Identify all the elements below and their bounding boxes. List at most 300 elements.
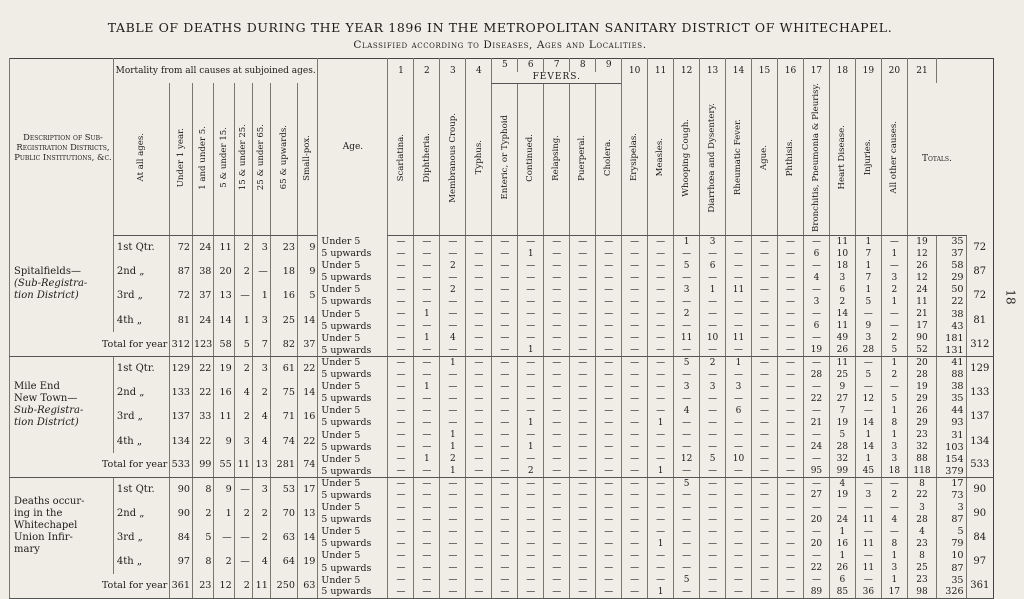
- disease-value: —: [492, 308, 518, 320]
- disease-value: —: [388, 550, 414, 562]
- disease-total: —: [700, 574, 726, 586]
- mortality-value: 22: [192, 429, 213, 453]
- mortality-value: 2: [234, 502, 252, 526]
- disease-total: 1: [881, 574, 907, 586]
- disease-value: —: [414, 526, 440, 538]
- disease-total: 89: [803, 586, 829, 598]
- column-number: 5: [492, 59, 518, 72]
- mortality-total: 250: [270, 574, 297, 598]
- disease-value: —: [803, 260, 829, 272]
- age-label: Under 5: [318, 381, 388, 393]
- disease-total: 19: [803, 344, 829, 356]
- disease-value: —: [881, 260, 907, 272]
- disease-value: —: [596, 514, 622, 526]
- disease-total: —: [700, 586, 726, 598]
- disease-value: —: [596, 477, 622, 489]
- mortality-value: 1: [214, 502, 234, 526]
- disease-total: 10: [726, 453, 752, 465]
- disease-value: —: [622, 405, 648, 417]
- disease-column-header: Relapsing.: [544, 83, 570, 235]
- disease-value: —: [518, 550, 544, 562]
- disease-value: —: [752, 272, 778, 284]
- disease-value: —: [596, 381, 622, 393]
- disease-value: 1: [829, 526, 855, 538]
- disease-value: 1: [518, 417, 544, 429]
- mortality-header: Mortality from all causes at subjoined ages.: [113, 59, 318, 84]
- disease-value: 6: [700, 260, 726, 272]
- disease-value: —: [388, 502, 414, 514]
- disease-value: —: [570, 248, 596, 260]
- age-label: 5 upwards: [318, 320, 388, 332]
- subtotal-value: 44: [937, 405, 966, 417]
- disease-value: —: [544, 308, 570, 320]
- disease-value: —: [544, 356, 570, 368]
- mortality-value: 24: [192, 308, 213, 332]
- disease-total: 2: [881, 332, 907, 344]
- subtotal-value: 3: [937, 502, 966, 514]
- disease-value: —: [492, 526, 518, 538]
- disease-value: —: [570, 393, 596, 405]
- disease-value: —: [596, 368, 622, 380]
- disease-value: 26: [907, 405, 936, 417]
- disease-value: —: [596, 235, 622, 247]
- disease-value: 3: [726, 381, 752, 393]
- table-row: [10, 502, 994, 514]
- disease-value: —: [518, 514, 544, 526]
- disease-total: —: [622, 332, 648, 344]
- mortality-total: 82: [270, 332, 297, 356]
- age-label: 5 upwards: [318, 393, 388, 405]
- subtotal-value: 154: [937, 453, 966, 465]
- disease-value: —: [440, 248, 466, 260]
- disease-value: 1: [881, 296, 907, 308]
- disease-value: —: [752, 284, 778, 296]
- disease-value: —: [388, 296, 414, 308]
- disease-total: —: [648, 332, 674, 344]
- disease-value: —: [777, 320, 803, 332]
- disease-value: 2: [881, 489, 907, 501]
- mortality-value: 22: [297, 356, 317, 380]
- disease-value: 6: [803, 320, 829, 332]
- disease-value: 12: [855, 393, 881, 405]
- disease-total: 1: [855, 453, 881, 465]
- subtotal-value: 103: [937, 441, 966, 453]
- disease-value: —: [777, 429, 803, 441]
- disease-total: —: [466, 586, 492, 598]
- mortality-total: 123: [192, 332, 213, 356]
- quarter-label: 1st Qtr.: [113, 477, 169, 501]
- disease-value: —: [544, 272, 570, 284]
- disease-value: —: [596, 538, 622, 550]
- disease-value: —: [700, 477, 726, 489]
- mortality-total: 312: [170, 332, 193, 356]
- disease-value: —: [726, 526, 752, 538]
- disease-value: —: [596, 272, 622, 284]
- disease-value: —: [388, 248, 414, 260]
- disease-value: 27: [803, 489, 829, 501]
- disease-value: 1: [414, 381, 440, 393]
- age-label: 5 upwards: [318, 514, 388, 526]
- age-label: 5 upwards: [318, 296, 388, 308]
- disease-value: —: [492, 260, 518, 272]
- disease-value: —: [466, 320, 492, 332]
- disease-value: 24: [803, 441, 829, 453]
- disease-value: —: [518, 272, 544, 284]
- disease-value: —: [803, 284, 829, 296]
- disease-value: —: [777, 514, 803, 526]
- disease-value: —: [726, 441, 752, 453]
- disease-value: —: [440, 477, 466, 489]
- disease-value: 19: [829, 489, 855, 501]
- disease-value: 3: [803, 296, 829, 308]
- disease-column-header: Diphtheria.: [414, 83, 440, 235]
- disease-value: 1: [855, 260, 881, 272]
- disease-value: —: [674, 429, 700, 441]
- subtotal-value: 379: [937, 465, 966, 477]
- quarter-label: 1st Qtr.: [113, 235, 169, 259]
- disease-value: —: [414, 296, 440, 308]
- column-number: 17: [803, 59, 829, 84]
- total-row: [10, 332, 994, 344]
- disease-value: —: [777, 526, 803, 538]
- disease-value: 18: [829, 260, 855, 272]
- disease-value: —: [518, 502, 544, 514]
- disease-value: —: [414, 260, 440, 272]
- mortality-value: 2: [234, 405, 252, 429]
- subtotal-value: 181: [937, 332, 966, 344]
- mortality-value: —: [214, 526, 234, 550]
- disease-value: 7: [855, 248, 881, 260]
- age-label: 5 upwards: [318, 538, 388, 550]
- disease-value: 4: [881, 514, 907, 526]
- disease-value: 1: [440, 429, 466, 441]
- disease-value: —: [674, 272, 700, 284]
- table-row: [10, 284, 994, 296]
- mortality-value: 81: [170, 308, 193, 332]
- disease-value: 28: [803, 368, 829, 380]
- disease-value: —: [752, 248, 778, 260]
- row-total: 97: [966, 550, 993, 574]
- disease-total: —: [622, 453, 648, 465]
- disease-value: 1: [518, 248, 544, 260]
- age-label: 5 upwards: [318, 417, 388, 429]
- disease-value: 3: [700, 235, 726, 247]
- disease-value: —: [700, 502, 726, 514]
- disease-value: —: [752, 441, 778, 453]
- mortality-value: 61: [270, 356, 297, 380]
- disease-value: —: [388, 320, 414, 332]
- disease-value: 19: [907, 381, 936, 393]
- disease-total: —: [596, 586, 622, 598]
- disease-value: —: [440, 526, 466, 538]
- disease-value: —: [388, 514, 414, 526]
- disease-value: —: [570, 489, 596, 501]
- disease-value: —: [492, 356, 518, 368]
- disease-value: —: [648, 405, 674, 417]
- disease-value: —: [388, 284, 414, 296]
- disease-value: 6: [803, 248, 829, 260]
- disease-value: —: [726, 320, 752, 332]
- disease-value: 3: [907, 502, 936, 514]
- disease-total: —: [622, 586, 648, 598]
- table-row: [10, 260, 994, 272]
- disease-value: —: [440, 272, 466, 284]
- disease-value: 11: [855, 538, 881, 550]
- disease-value: 11: [726, 284, 752, 296]
- disease-total: 17: [881, 586, 907, 598]
- disease-value: 5: [674, 477, 700, 489]
- disease-value: —: [414, 550, 440, 562]
- disease-value: —: [466, 393, 492, 405]
- disease-total: —: [466, 465, 492, 477]
- disease-value: —: [648, 477, 674, 489]
- disease-value: —: [596, 526, 622, 538]
- disease-value: —: [803, 550, 829, 562]
- disease-value: —: [414, 538, 440, 550]
- mortality-value: —: [234, 284, 252, 308]
- disease-value: —: [466, 368, 492, 380]
- subtotal-value: 38: [937, 308, 966, 320]
- disease-value: —: [544, 538, 570, 550]
- disease-value: —: [570, 272, 596, 284]
- disease-value: —: [674, 417, 700, 429]
- disease-value: 7: [855, 272, 881, 284]
- mortality-value: 2: [214, 550, 234, 574]
- row-total: 129: [966, 356, 993, 380]
- disease-total: —: [466, 344, 492, 356]
- subtotal-value: 22: [937, 296, 966, 308]
- disease-value: 1: [881, 550, 907, 562]
- column-number: 9: [596, 59, 622, 72]
- disease-value: —: [700, 308, 726, 320]
- disease-value: —: [570, 514, 596, 526]
- disease-value: —: [440, 296, 466, 308]
- disease-value: 1: [518, 441, 544, 453]
- disease-value: 14: [855, 441, 881, 453]
- disease-value: —: [777, 296, 803, 308]
- mortality-value: 23: [270, 235, 297, 259]
- disease-value: —: [700, 405, 726, 417]
- disease-value: —: [752, 514, 778, 526]
- disease-value: —: [466, 429, 492, 441]
- mortality-value: 9: [214, 429, 234, 453]
- disease-column-header: Heart Disease.: [829, 83, 855, 235]
- disease-value: —: [544, 526, 570, 538]
- disease-value: —: [518, 235, 544, 247]
- disease-column-header: Phthisis.: [777, 83, 803, 235]
- disease-value: 2: [881, 284, 907, 296]
- age-label: Under 5: [318, 429, 388, 441]
- disease-value: —: [700, 368, 726, 380]
- column-number: 12: [674, 59, 700, 84]
- disease-value: —: [855, 526, 881, 538]
- disease-value: 1: [881, 356, 907, 368]
- table-row: [10, 235, 994, 247]
- disease-column-header: All other causes.: [881, 83, 907, 235]
- disease-value: 1: [440, 356, 466, 368]
- disease-value: —: [414, 356, 440, 368]
- disease-total: —: [414, 344, 440, 356]
- disease-value: —: [777, 272, 803, 284]
- disease-value: —: [622, 514, 648, 526]
- mortality-value: 71: [270, 405, 297, 429]
- disease-value: —: [726, 550, 752, 562]
- disease-value: —: [674, 502, 700, 514]
- disease-column-header: Measles.: [648, 83, 674, 235]
- disease-value: —: [466, 514, 492, 526]
- mortality-value: 129: [170, 356, 193, 380]
- mortality-value: 4: [234, 381, 252, 405]
- disease-value: —: [466, 538, 492, 550]
- disease-value: —: [674, 550, 700, 562]
- disease-value: —: [544, 320, 570, 332]
- disease-value: —: [544, 550, 570, 562]
- disease-value: 27: [829, 393, 855, 405]
- age-label: Under 5: [318, 550, 388, 562]
- disease-total: —: [596, 453, 622, 465]
- disease-total: —: [570, 465, 596, 477]
- age-label: 5 upwards: [318, 248, 388, 260]
- mortality-total: 55: [214, 453, 234, 477]
- disease-value: —: [492, 381, 518, 393]
- disease-value: —: [700, 441, 726, 453]
- disease-value: —: [466, 489, 492, 501]
- disease-value: —: [492, 405, 518, 417]
- disease-value: —: [596, 320, 622, 332]
- disease-value: —: [570, 308, 596, 320]
- disease-value: —: [622, 284, 648, 296]
- disease-value: —: [414, 502, 440, 514]
- disease-total: 1: [648, 586, 674, 598]
- disease-total: —: [752, 586, 778, 598]
- disease-total: —: [777, 332, 803, 344]
- disease-value: —: [596, 417, 622, 429]
- total-label: Total for year: [10, 574, 170, 598]
- disease-value: —: [674, 441, 700, 453]
- column-number: 20: [881, 59, 907, 84]
- disease-total: —: [544, 453, 570, 465]
- mortality-total: 99: [192, 453, 213, 477]
- mortality-total: 58: [214, 332, 234, 356]
- mortality-value: 22: [297, 429, 317, 453]
- disease-total: —: [544, 332, 570, 344]
- disease-value: 26: [829, 562, 855, 574]
- disease-total: —: [752, 465, 778, 477]
- quarter-label: 2nd „: [113, 260, 169, 284]
- disease-value: —: [414, 248, 440, 260]
- mortality-total: 13: [252, 453, 270, 477]
- disease-value: 29: [907, 417, 936, 429]
- disease-value: —: [466, 502, 492, 514]
- disease-value: 5: [881, 393, 907, 405]
- disease-value: —: [544, 405, 570, 417]
- disease-value: —: [544, 368, 570, 380]
- disease-total: —: [570, 586, 596, 598]
- disease-value: —: [388, 441, 414, 453]
- disease-value: 24: [907, 284, 936, 296]
- disease-value: —: [777, 356, 803, 368]
- disease-value: —: [544, 562, 570, 574]
- disease-value: —: [414, 562, 440, 574]
- disease-total: 28: [855, 344, 881, 356]
- disease-value: —: [492, 235, 518, 247]
- mortality-value: —: [234, 550, 252, 574]
- column-number: 18: [829, 59, 855, 84]
- disease-total: —: [466, 574, 492, 586]
- disease-value: —: [700, 514, 726, 526]
- column-number: 1: [388, 59, 414, 84]
- disease-value: 28: [907, 368, 936, 380]
- disease-value: —: [440, 320, 466, 332]
- disease-value: —: [570, 405, 596, 417]
- subtotal-value: 58: [937, 260, 966, 272]
- row-total: 90: [966, 477, 993, 501]
- disease-value: —: [544, 429, 570, 441]
- disease-value: 14: [855, 417, 881, 429]
- table-row: [10, 550, 994, 562]
- disease-value: —: [440, 514, 466, 526]
- disease-value: —: [700, 393, 726, 405]
- district-name: Mile End New Town— Sub-Registra- tion District): [10, 356, 114, 453]
- grand-total: 533: [966, 453, 993, 477]
- disease-total: 1: [648, 465, 674, 477]
- disease-value: —: [414, 514, 440, 526]
- disease-value: 14: [829, 308, 855, 320]
- age-label: 5 upwards: [318, 368, 388, 380]
- disease-value: —: [466, 260, 492, 272]
- disease-value: —: [596, 489, 622, 501]
- disease-value: 2: [440, 284, 466, 296]
- disease-value: —: [492, 489, 518, 501]
- disease-value: —: [752, 562, 778, 574]
- disease-value: 7: [829, 405, 855, 417]
- disease-value: —: [881, 235, 907, 247]
- disease-value: —: [388, 477, 414, 489]
- disease-value: —: [596, 308, 622, 320]
- disease-total: —: [518, 332, 544, 344]
- mortality-total: 7: [252, 332, 270, 356]
- subtotal-value: 88: [937, 368, 966, 380]
- disease-total: 1: [518, 344, 544, 356]
- disease-total: 5: [881, 344, 907, 356]
- mortality-value: 19: [214, 356, 234, 380]
- disease-total: —: [674, 344, 700, 356]
- column-number: 13: [700, 59, 726, 84]
- disease-value: —: [544, 477, 570, 489]
- disease-value: —: [440, 393, 466, 405]
- disease-value: 5: [855, 368, 881, 380]
- mortality-value: 19: [297, 550, 317, 574]
- quarter-label: 3rd „: [113, 284, 169, 308]
- disease-total: 118: [907, 465, 936, 477]
- disease-value: —: [648, 248, 674, 260]
- disease-total: —: [752, 453, 778, 465]
- mortality-value: —: [234, 477, 252, 501]
- disease-value: —: [466, 550, 492, 562]
- disease-value: 4: [674, 405, 700, 417]
- mortality-value: 70: [270, 502, 297, 526]
- table-row: [10, 308, 994, 320]
- disease-value: —: [881, 526, 907, 538]
- disease-value: 28: [829, 441, 855, 453]
- disease-value: —: [777, 284, 803, 296]
- disease-total: —: [700, 344, 726, 356]
- disease-value: —: [622, 550, 648, 562]
- disease-value: —: [388, 272, 414, 284]
- disease-value: —: [570, 284, 596, 296]
- disease-value: —: [622, 260, 648, 272]
- mortality-total: 2: [234, 574, 252, 598]
